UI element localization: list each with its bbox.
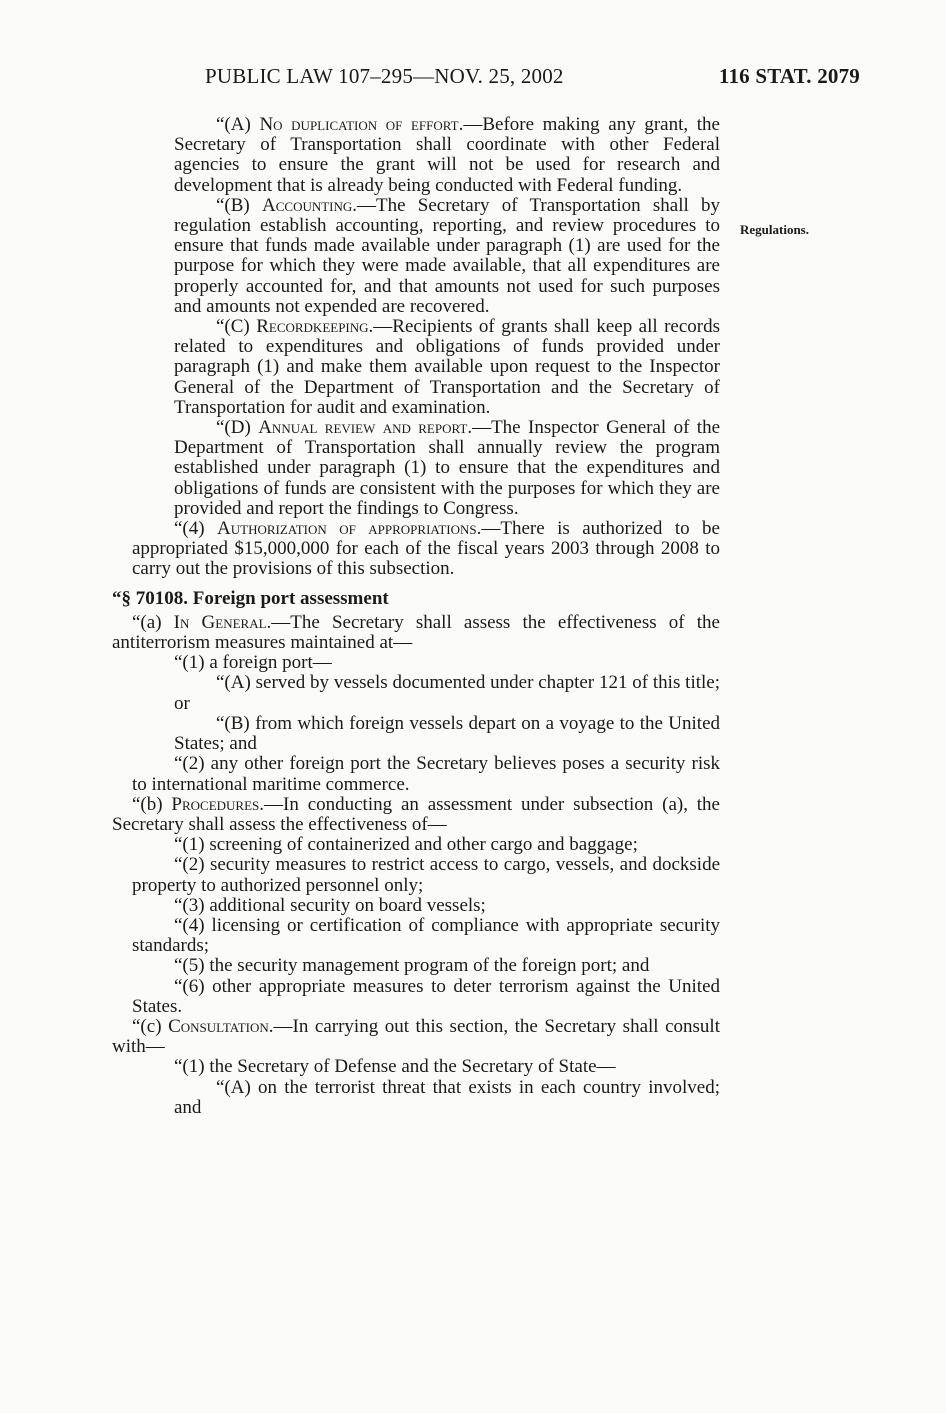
clause-a-1-A: “(A) served by vessels documented under chapter 121 of this title; or [174,672,720,714]
margin-note-regulations: Regulations. [740,222,809,237]
paragraph-4-authorization: “(4) Authorization of appropriations.—There is authorized to be appropriated $15,000,000 for each of the fiscal years 2003 through 2008 to carry out the provisions of this subsection. [132,518,720,580]
header-stat-page: 116 STAT. 2079 [718,64,860,88]
clause-b-5: “(5) the security management program of the foreign port; and [174,955,650,977]
clause-b-6: “(6) other appropriate measures to deter terrorism against the United States. [132,975,720,1017]
header-citation: PUBLIC LAW 107–295—NOV. 25, 2002 [205,64,564,88]
clause-b-4: “(4) licensing or certification of compliance with appropriate security standards; [132,914,720,957]
clause-b-2: “(2) security measures to restrict access to cargo, vessels, and dockside property to authorized personnel only; [132,854,720,896]
clause-a-1-B: “(B) from which foreign vessels depart on a voyage to the United States; and [174,712,720,755]
clause-c-1: “(1) the Secretary of Defense and the Secretary of State— [174,1056,616,1078]
clause-b-3: “(3) additional security on board vessels; [174,894,486,916]
subsection-c: “(c) Consultation.—In carrying out this section, the Secretary shall consult with— [112,1015,720,1058]
paragraph-C: “(C) Recordkeeping.—Recipients of grants shall keep all records related to expenditures and obligations of funds provided under paragraph (1) and make them available upon request to the Inspector General of the Department of Transportation and the Secretary of Transportation for audit and examination. [174,316,721,418]
clause-a-1: “(1) a foreign port— [174,652,332,674]
clause-b-1: “(1) screening of containerized and other cargo and baggage; [174,834,638,856]
document-body [112,114,721,1118]
subsection-b: “(b) Procedures.—In conducting an assessment under subsection (a), the Secretary shall assess the effectiveness of— [112,793,720,835]
subsection-a: “(a) In General.—The Secretary shall assess the effectiveness of the antiterrorism measures maintained at— [112,611,720,654]
paragraph-B: “(B) Accounting.—The Secretary of Transportation shall by regulation establish accounting, reporting, and review procedures to ensure that funds made available under paragraph (1) are used for the purpose for which they were made available, that all expenditures are properly accounted for, and that amounts not used for such purposes and amounts not expended are recovered. [174,194,720,317]
clause-a-2: “(2) any other foreign port the Secretary believes poses a security risk to international maritime commerce. [132,753,720,795]
paragraph-A: “(A) No duplication of effort.—Before making any grant, the Secretary of Transportation shall coordinate with other Federal agencies to ensure the grant will not be used for research and development that is already being conducted with Federal funding. [174,114,720,196]
section-heading: “§ 70108. Foreign port assessment [112,587,389,609]
paragraph-D: “(D) Annual review and report.—The Inspector General of the Department of Transportation shall annually review the program established under paragraph (1) to ensure that the expenditures and obligations of funds are consistent with the purposes for which they are provided and report the findings to Congress. [174,417,720,519]
clause-c-1-A: “(A) on the terrorist threat that exists in each country involved; and [174,1076,720,1118]
